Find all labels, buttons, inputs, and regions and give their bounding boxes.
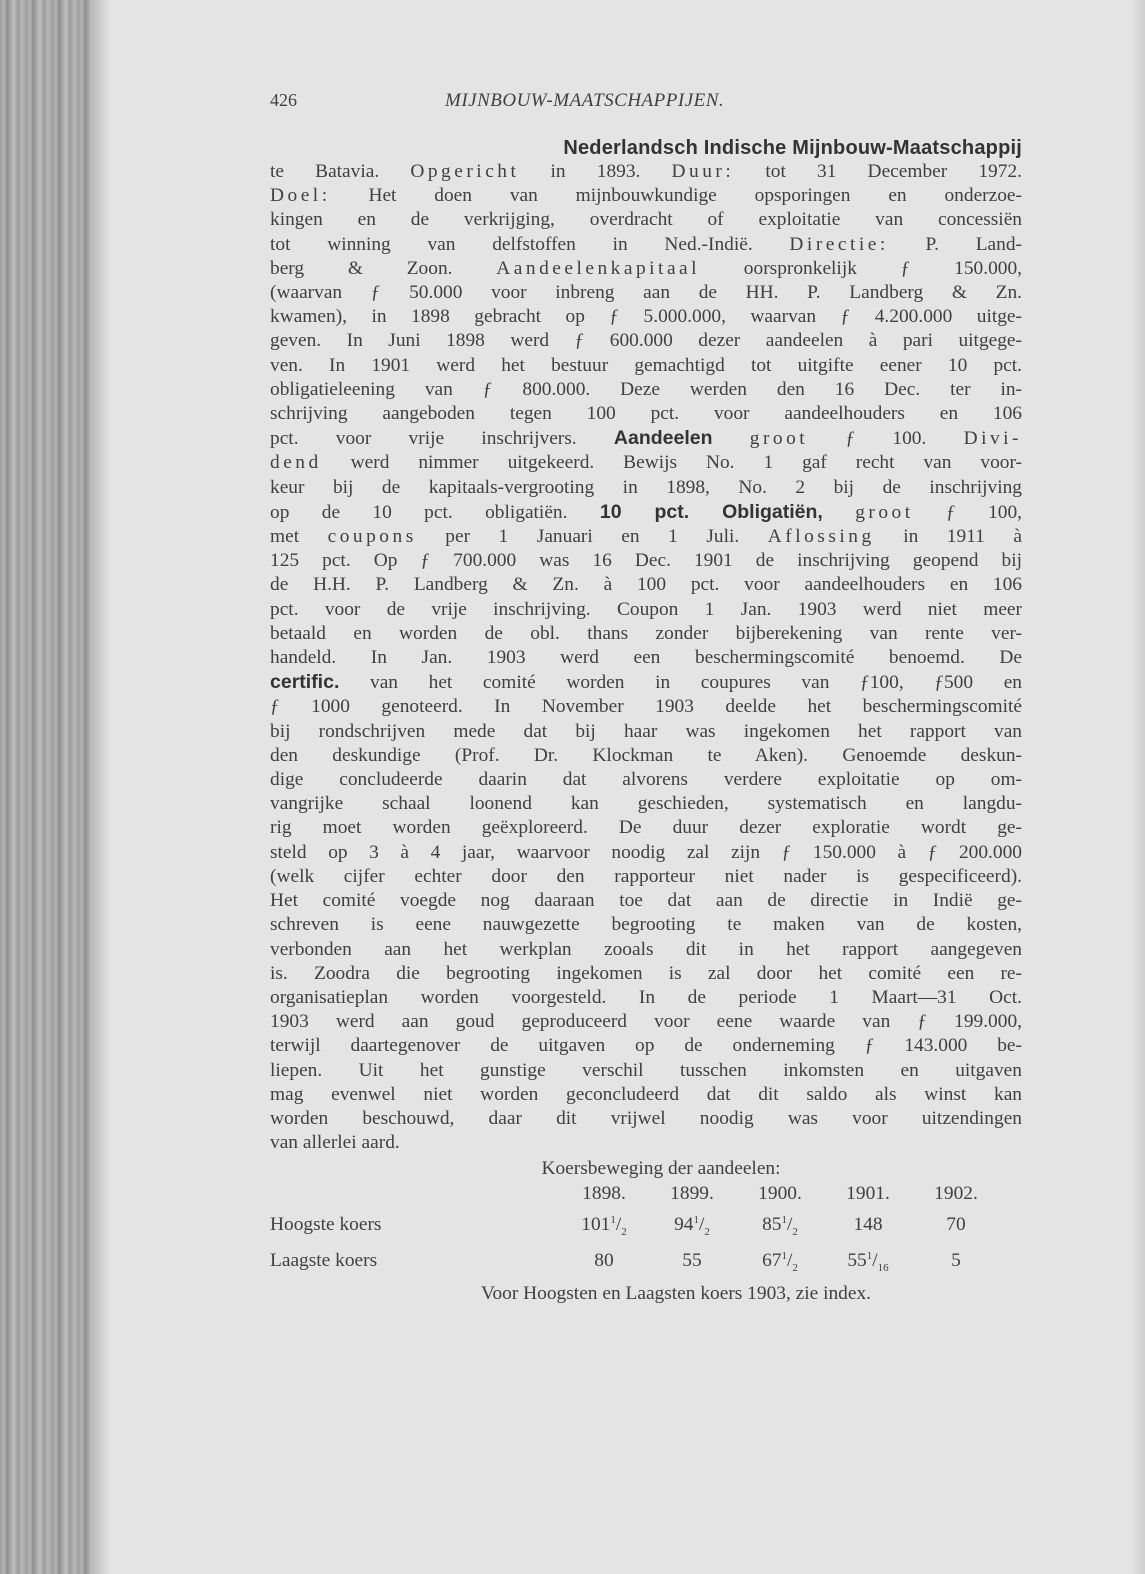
text-line: Doel: Het doen van mijnbouwkundige opsporingen en onderzoe- xyxy=(270,185,1022,207)
text-line: schrijving aangeboden tegen 100 pct. voor aandeelhouders en 106 xyxy=(270,403,1022,425)
price-cell: $94^1/_2$ xyxy=(674,1213,710,1238)
text-line: dend werd nimmer uitgekeerd. Bewijs No. 1 gaf recht van voor- xyxy=(270,452,1022,474)
text-line: den deskundige (Prof. Dr. Klockman te Aken). Genoemde deskun- xyxy=(270,744,1022,766)
text-line: dige concludeerde daarin dat alvorens verdere exploitatie op om- xyxy=(270,769,1022,791)
company-name-heading: Nederlandsch Indische Mijnbouw-Maatschappij xyxy=(563,137,1022,159)
page-right-edge xyxy=(1131,0,1145,1574)
text-line: obligatieleening van ƒ 800.000. Deze werden den 16 Dec. ter in- xyxy=(270,378,1022,400)
price-movement-table xyxy=(270,1182,1000,1280)
price-cell: $55^1/_{16}$ xyxy=(847,1249,889,1274)
price-cell: 55 xyxy=(682,1249,702,1271)
text-line: ƒ 1000 genoteerd. In November 1903 deelde het beschermingscomité xyxy=(270,696,1022,718)
running-header xyxy=(270,88,1022,116)
row-label: Laagste koers xyxy=(270,1249,378,1271)
year-header: 1899. xyxy=(670,1182,714,1204)
text-line: kwamen), in 1898 gebracht op ƒ 5.000.000, waarvan ƒ 4.200.000 uitge- xyxy=(270,306,1022,328)
text-line: kingen en de verkrijging, overdracht of exploitatie van concessiën xyxy=(270,209,1022,231)
price-table-row-low xyxy=(270,1244,1000,1280)
text-line: organisatieplan worden voorgesteld. In de periode 1 Maart—31 Oct. xyxy=(270,986,1022,1008)
year-header: 1898. xyxy=(582,1182,626,1204)
text-line: mag evenwel niet worden geconcludeerd dat dit saldo als winst kan xyxy=(270,1083,1022,1105)
year-header: 1901. xyxy=(846,1182,890,1204)
text-line: rig moet worden geëxploreerd. De duur dezer exploratie wordt ge- xyxy=(270,817,1022,839)
text-line: bij rondschrijven mede dat bij haar was ingekomen het rapport van xyxy=(270,720,1022,742)
text-line: schreven is eene nauwgezette begrooting te maken van de kosten, xyxy=(270,914,1022,936)
company-description xyxy=(270,160,1022,1155)
text-line: van allerlei aard. xyxy=(270,1132,400,1154)
book-binding-edge xyxy=(0,0,90,1574)
text-line: (welk cijfer echter door den rapporteur niet nader is gespecificeerd). xyxy=(270,865,1022,887)
price-cell: 148 xyxy=(853,1213,883,1235)
price-cell: $101^1/_2$ xyxy=(581,1213,627,1238)
document-page xyxy=(270,88,1022,1306)
text-line: tot winning van delfstoffen in Ned.-Indië. Directie: P. Land- xyxy=(270,233,1022,255)
price-table-caption: Koersbeweging der aandeelen: xyxy=(541,1158,781,1180)
text-line: (waarvan ƒ 50.000 voor inbreng aan de HH. P. Landberg & Zn. xyxy=(270,282,1022,304)
text-line: 1903 werd aan goud geproduceerd voor eene waarde van ƒ 199.000, xyxy=(270,1011,1022,1033)
price-cell: 70 xyxy=(946,1213,966,1235)
year-header: 1900. xyxy=(758,1182,802,1204)
running-title: MIJNBOUW-MAATSCHAPPIJEN. xyxy=(445,90,725,111)
text-line: certific. van het comité worden in coupures van ƒ100, ƒ500 en xyxy=(270,671,1022,694)
text-line: 125 pct. Op ƒ 700.000 was 16 Dec. 1901 de inschrijving geopend bij xyxy=(270,550,1022,572)
text-line: Het comité voegde nog daaraan toe dat aan de directie in Indië ge- xyxy=(270,890,1022,912)
price-table-header-row xyxy=(270,1182,1000,1208)
text-line: vangrijke schaal loonend kan geschieden, systematisch en langdu- xyxy=(270,793,1022,815)
text-line: betaald en worden de obl. thans zonder bijberekening van rente ver- xyxy=(270,622,1022,644)
text-line: verbonden aan het werkplan zooals dit in het rapport aangegeven xyxy=(270,938,1022,960)
text-line: steld op 3 à 4 jaar, waarvoor noodig zal zijn ƒ 150.000 à ƒ 200.000 xyxy=(270,841,1022,863)
price-cell: 5 xyxy=(951,1249,961,1271)
price-cell: $85^1/_2$ xyxy=(762,1213,798,1238)
text-line: op de 10 pct. obligatiën. 10 pct. Obligatiën, groot ƒ 100, xyxy=(270,500,1022,523)
price-table-corner xyxy=(270,1182,560,1208)
text-line: te Batavia. Opgericht in 1893. Duur: tot 31 December 1972. xyxy=(270,161,1022,182)
text-line: met coupons per 1 Januari en 1 Juli. Aflossing in 1911 à xyxy=(270,526,1022,548)
page-number: 426 xyxy=(270,90,297,110)
price-cell: $67^1/_2$ xyxy=(762,1249,798,1274)
text-line: pct. voor de vrije inschrijving. Coupon 1 Jan. 1903 werd niet meer xyxy=(270,598,1022,620)
price-table-footnote: Voor Hoogsten en Laagsten koers 1903, zie index. xyxy=(480,1282,872,1304)
text-line: keur bij de kapitaals-vergrooting in 1898, No. 2 bij de inschrijving xyxy=(270,476,1022,498)
text-line: terwijl daartegenover de uitgaven op de onderneming ƒ 143.000 be- xyxy=(270,1035,1022,1057)
text-line: pct. voor vrije inschrijvers. Aandeelen groot ƒ 100. Divi- xyxy=(270,427,1022,450)
text-line: geven. In Juni 1898 werd ƒ 600.000 dezer aandeelen à pari uitgege- xyxy=(270,330,1022,352)
text-line: de H.H. P. Landberg & Zn. à 100 pct. voor aandeelhouders en 106 xyxy=(270,574,1022,596)
text-line: worden beschouwd, daar dit vrijwel noodig was voor uitzendingen xyxy=(270,1107,1022,1129)
row-label: Hoogste koers xyxy=(270,1213,382,1235)
year-header: 1902. xyxy=(934,1182,978,1204)
price-cell: 80 xyxy=(594,1249,614,1271)
text-line: is. Zoodra die begrooting ingekomen is zal door het comité een re- xyxy=(270,962,1022,984)
text-line: berg & Zoon. Aandeelenkapitaal oorspronkelijk ƒ 150.000, xyxy=(270,257,1022,279)
text-line: handeld. In Jan. 1903 werd een beschermingscomité benoemd. De xyxy=(270,647,1022,669)
price-table-row-high xyxy=(270,1208,1000,1244)
text-line: liepen. Uit het gunstige verschil tusschen inkomsten en uitgaven xyxy=(270,1059,1022,1081)
text-line: ven. In 1901 werd het bestuur gemachtigd tot uitgifte eener 10 pct. xyxy=(270,354,1022,376)
